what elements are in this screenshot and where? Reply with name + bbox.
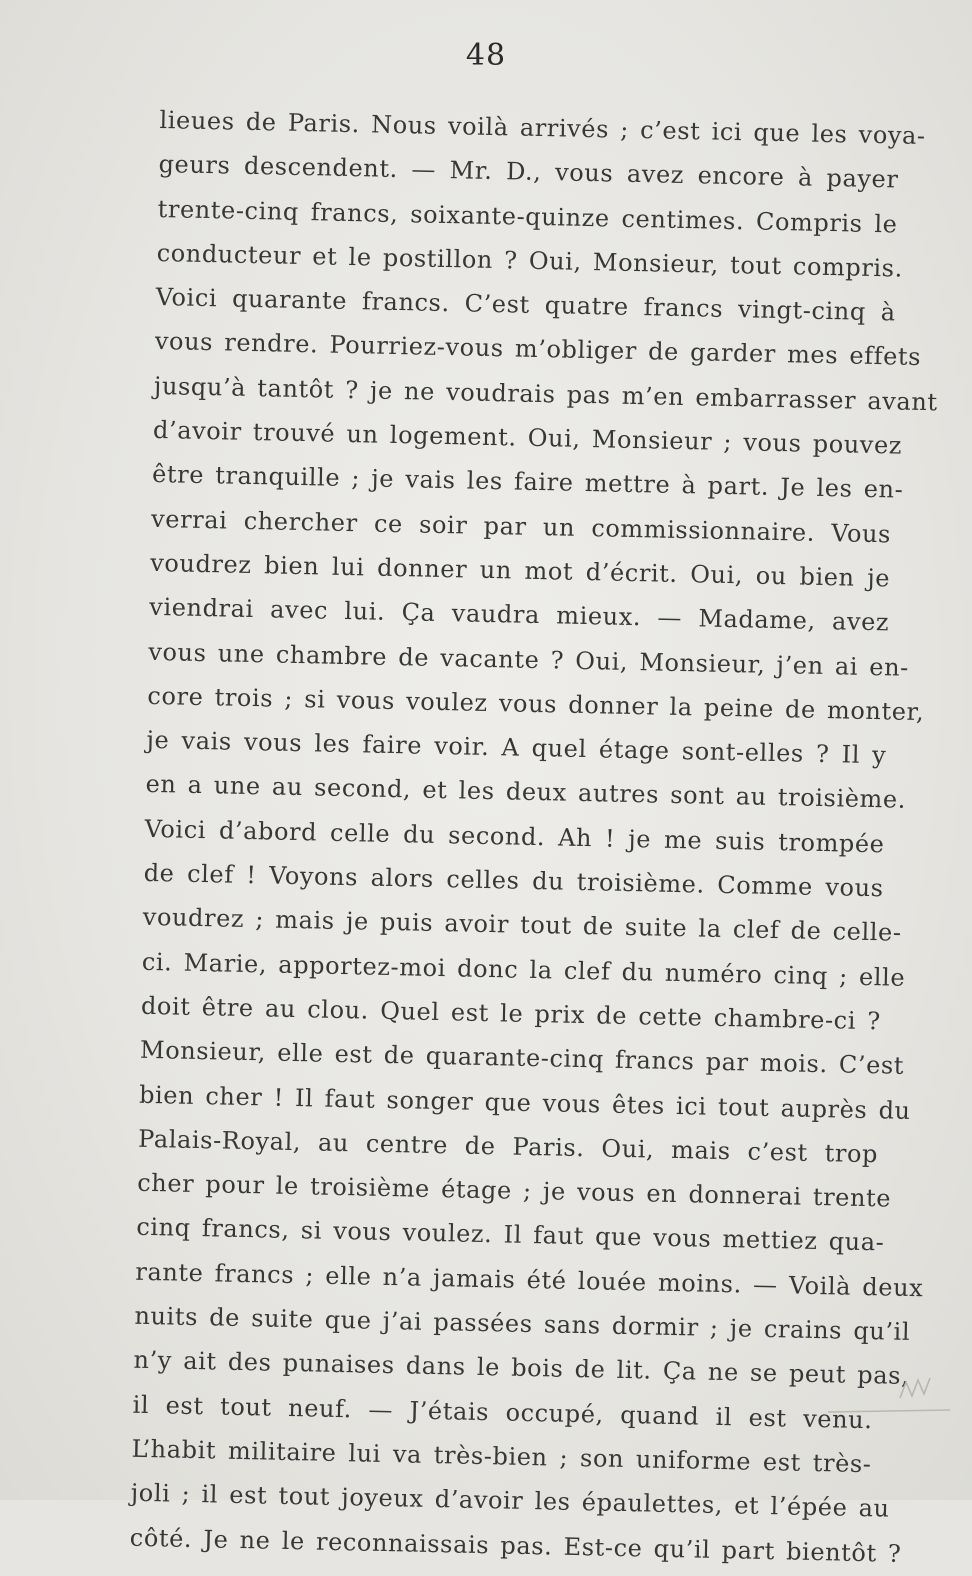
text-line: L’habit militaire lui va très-bien ; son uniforme est très- [131, 1434, 872, 1479]
text-line: côté. Je ne le reconnaissais pas. Est-ce qu’il part bientôt ? [129, 1523, 902, 1568]
page-number: 48 [465, 38, 507, 73]
text-line: n’y ait des punaises dans le bois de lit. Ça ne se peut pas, [133, 1346, 910, 1391]
text-line: rante francs ; elle n’a jamais été louée moins. — Voilà deux [135, 1257, 924, 1302]
text-line: voudrez bien lui donner un mot d’écrit. Oui, ou bien je [149, 548, 891, 593]
text-line: cinq francs, si vous voulez. Il faut que vous mettiez qua- [136, 1213, 885, 1257]
text-line: vous rendre. Pourriez-vous m’obliger de garder mes effets [154, 327, 922, 372]
text-line: Palais-Royal, au centre de Paris. Oui, mais c’est trop [137, 1124, 879, 1169]
text-line: vous une chambre de vacante ? Oui, Monsieur, j’en ai en- [148, 637, 910, 682]
text-line: core trois ; si vous voulez vous donner la peine de monter, [147, 681, 925, 726]
text-line: trente-cinq francs, soixante-quinze centimes. Compris le [157, 194, 898, 239]
text-line: voudrez ; mais je puis avoir tout de suite la clef de celle- [142, 903, 902, 948]
text-line: jusqu’à tantôt ? je ne voudrais pas m’en embarrasser avant [153, 371, 938, 417]
text-line: je vais vous les faire voir. A quel étage sont-elles ? Il y [146, 726, 887, 770]
text-line: lieues de Paris. Nous voilà arrivés ; c’est ici que les voya- [159, 105, 926, 151]
text-line: bien cher ! Il faut songer que vous êtes ici tout auprès du [138, 1080, 911, 1125]
text-line: Voici quarante francs. C’est quatre francs vingt-cinq à [155, 283, 896, 327]
text-line: doit être au clou. Quel est le prix de cette chambre-ci ? [140, 991, 882, 1036]
text-line: en a une au second, et les deux autres sont au troisième. [145, 770, 907, 815]
text-line: il est tout neuf. — J’étais occupé, quand il est venu. [132, 1390, 873, 1434]
text-line: cher pour le troisième étage ; je vous en donnerai trente [136, 1168, 892, 1213]
text-line: nuits de suite que j’ai passées sans dormir ; je crains qu’il [134, 1301, 911, 1346]
text-line: viendrai avec lui. Ça vaudra mieux. — Madame, avez [149, 593, 890, 637]
text-line: Voici d’abord celle du second. Ah ! je me suis trompée [144, 814, 885, 859]
text-line: geurs descendent. — Mr. D., vous avez encore à payer [158, 150, 899, 194]
text-line: d’avoir trouvé un logement. Oui, Monsieur ; vous pouvez [152, 416, 903, 460]
text-line: conducteur et le postillon ? Oui, Monsieur, tout compris. [156, 238, 904, 283]
text-line: Monsieur, elle est de quarante-cinq francs par mois. C’est [139, 1036, 905, 1081]
text-line: joli ; il est tout joyeux d’avoir les épaulettes, et l’épée au [130, 1478, 890, 1523]
text-line: ci. Marie, apportez-moi donc la clef du numéro cinq ; elle [141, 947, 906, 992]
text-line: de clef ! Voyons alors celles du troisième. Comme vous [143, 858, 884, 903]
pencil-scribble-mark [820, 1368, 960, 1428]
body-text [129, 98, 938, 1575]
text-line: verrai chercher ce soir par un commissionnaire. Vous [150, 504, 892, 549]
text-line: être tranquille ; je vais les faire mettre à part. Je les en- [151, 460, 904, 505]
